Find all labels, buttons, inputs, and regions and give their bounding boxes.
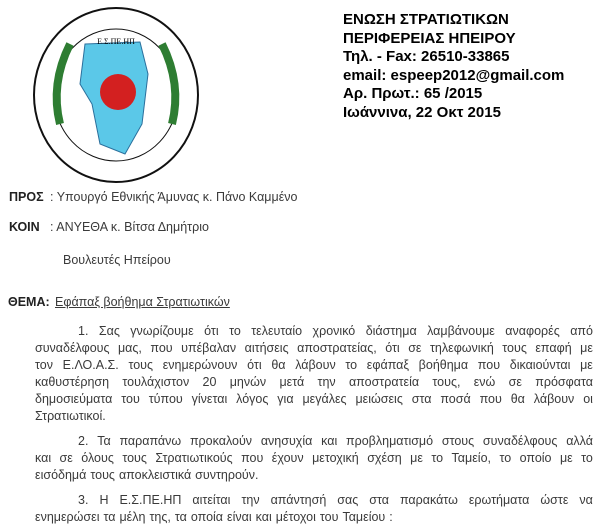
paragraph-line: Στρατιωτικοί.: [35, 409, 106, 423]
pros-label: ΠΡΟΣ: [9, 190, 44, 204]
paragraph-line: συναδέλφους μας, που υπέβαλαν αιτήσεις αποστρατείας, ότι σε τηλεφωνική τους επαφή με: [35, 341, 593, 355]
paragraph-line: εισόδημά τους αποκλειστικά συντηρούν.: [35, 468, 259, 482]
paragraph-line: 1. Σας γνωρίζουμε ότι το τελευταίο χρονικό διάστημα λαμβάνουμε αναφορές από: [78, 324, 593, 338]
header-org-line2: ΠΕΡΙΦΕΡΕΙΑΣ ΗΠΕΙΡΟΥ: [343, 29, 516, 47]
paragraph-line: δημοσιεύματα του τύπου γίνεται λόγος για μεγάλες μειώσεις στα ποσά που θα λάβουν οι: [35, 392, 593, 406]
subject-value: Εφάπαξ βοήθημα Στρατιωτικών: [55, 295, 230, 309]
header-org-line1: ΕΝΩΣΗ ΣΤΡΑΤΙΩΤΙΚΩΝ: [343, 11, 509, 28]
koin-value-2: Βουλευτές Ηπείρου: [63, 253, 171, 267]
koin-label: ΚΟΙΝ: [9, 220, 40, 234]
header-phone: Τηλ. - Fax: 26510-33865: [343, 48, 510, 65]
svg-text:Ε.Σ.ΠΕ.ΗΠ: Ε.Σ.ΠΕ.ΗΠ: [97, 37, 135, 46]
header-email: email: espeep2012@gmail.com: [343, 66, 565, 84]
paragraph-line: τον Ε.ΛΟ.Α.Σ. τους ενημερώνουν ότι θα λάβουν το εφάπαξ βοήθημα που δικαιούνται με: [35, 358, 593, 372]
koin-value: : ΑΝΥΕΘΑ κ. Βίτσα Δημήτριο: [50, 220, 209, 234]
paragraph-line: 3. Η Ε.Σ.ΠΕ.ΗΠ αιτείται την απάντησή σας στα παρακάτω ερωτήματα ώστε να: [78, 493, 593, 507]
paragraph-line: καθυστέρηση τουλάχιστον 20 μηνών μετά την αποστρατεία τους, ενώ σε πρόσφατα: [35, 375, 593, 389]
header-protocol: Αρ. Πρωτ.: 65 /2015: [343, 85, 483, 102]
sender-header: [343, 11, 564, 122]
association-logo: [30, 4, 202, 186]
header-date: Ιωάννινα, 22 Οκτ 2015: [343, 103, 501, 121]
paragraph-line: ενημερώσει τα μέλη της, τα οποία είναι και μέτοχοι του Ταμείου :: [35, 510, 393, 524]
subject-label: ΘΕΜΑ:: [8, 295, 50, 309]
paragraph-line: 2. Τα παραπάνω προκαλούν ανησυχία και προβληματισμό στους συναδέλφους αλλά: [78, 434, 593, 448]
paragraph-line: και σε όλους τους Στρατιωτικούς που έχουν μετοχική σχέση με το Ταμείο, το οποίο με το: [35, 451, 593, 465]
pros-value: : Υπουργό Εθνικής Άμυνας κ. Πάνο Καμμένο: [50, 190, 298, 204]
